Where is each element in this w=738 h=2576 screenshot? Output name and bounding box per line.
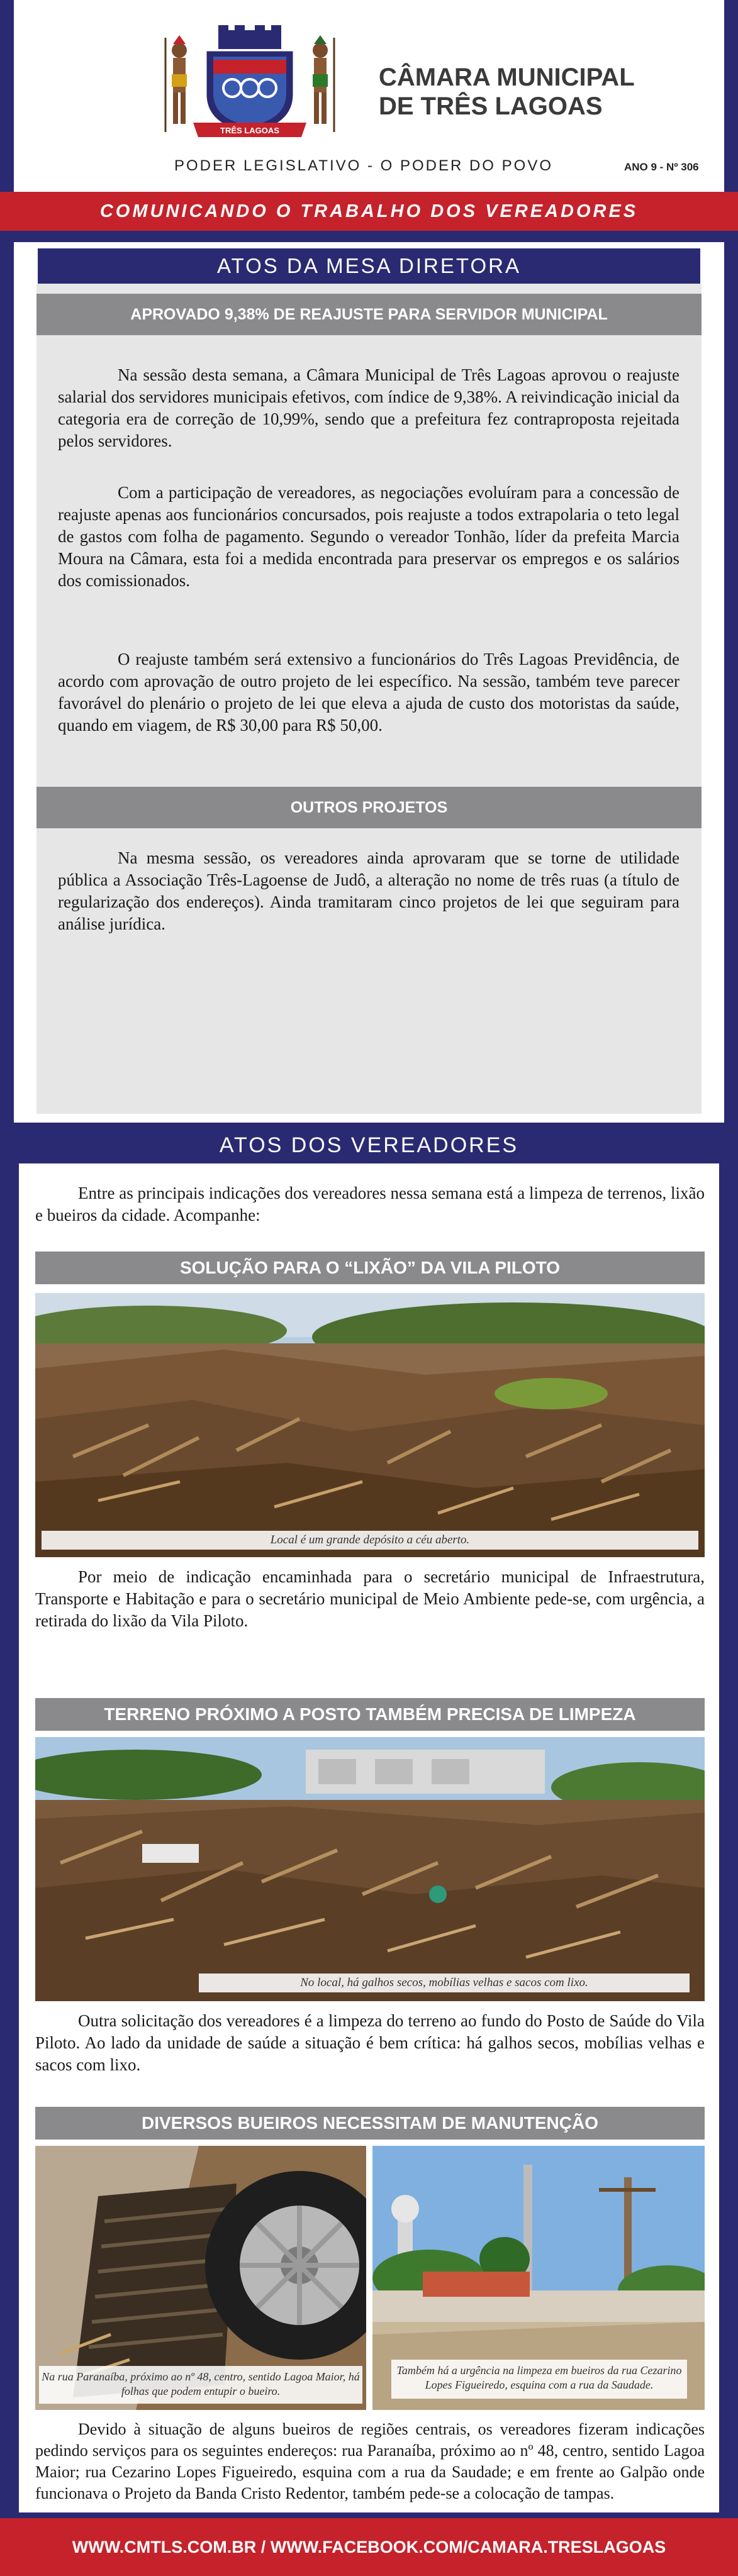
- mesa-articles-panel: [36, 284, 702, 1114]
- story-heading-lixao: SOLUÇÃO PARA O “LIXÃO” DA VILA PILOTO: [35, 1252, 705, 1284]
- mesa-diretora-section: [0, 231, 738, 1127]
- vereadores-section: [0, 1127, 738, 2518]
- article-reajuste-paragraph-1: Na sessão desta semana, a Câmara Municipal de Três Lagoas aprovou o reajuste salarial dos servidores municipais efetivos, com índice de 9,38%. A reivindicação inicial da categoria era de correção de 10,99%, sendo que a prefeitura fez contraproposta rejeitada pelos servidores.: [58, 365, 679, 450]
- vereadores-content: [19, 1163, 719, 2512]
- article-reajuste-paragraph-3: O reajuste também será extensivo a funcionários do Três Lagoas Previdência, de acordo com aprovação de outro projeto de lei específico. Na sessão, também teve parecer favorável do plenário o projeto de lei que eleva a ajuda de custo dos motoristas da saúde, quando em viagem, de R$ 30,00 para R$ 50,00.: [58, 650, 679, 735]
- organization-name: [379, 63, 635, 121]
- mesa-diretora-content: [14, 242, 724, 1123]
- photo-terreno-posto: [35, 1737, 705, 2001]
- crown: [218, 25, 281, 49]
- vereadores-section-title: ATOS DOS VEREADORES: [219, 1133, 519, 1157]
- footer-links[interactable]: WWW.CMTLS.COM.BR / WWW.FACEBOOK.COM/CAMARA.TRESLAGOAS: [72, 2538, 666, 2557]
- tagline: PODER LEGISLATIVO - O PODER DO POVO: [174, 157, 553, 174]
- photo-caption-terreno: No local, há galhos secos, mobílias velhas e sacos com lixo.: [199, 1974, 690, 1992]
- article-outros-projetos-paragraph: Na mesma sessão, os vereadores ainda aprovaram que se torne de utilidade pública a Associação Três-Lagoense de Judô, a alteração no nome de três ruas (a título de regularização dos endereços). Ainda tramitaram cinco projetos de lei que seguiram para análise jurídica.: [58, 848, 679, 933]
- mesa-section-title: ATOS DA MESA DIRETORA: [38, 248, 700, 284]
- photo-caption-lixao: Local é um grande depósito a céu aberto.: [42, 1531, 698, 1550]
- right-warrior-figure: [313, 35, 334, 132]
- photo-caption-cezarino: Também há a urgência na limpeza em bueiros da rua Cezarino Lopes Figueiredo, esquina com a rua da Saudade.: [391, 2360, 687, 2399]
- article-reajuste-paragraph-2: Com a participação de vereadores, as negociações evoluíram para a concessão de reajuste apenas aos funcionários concursados, pois reajuste a todos extrapolaria o teto legal de gastos com folha de pagamento. Segundo o vereador Tonhão, líder da prefeita Marcia Moura na Câmara, esta foi a medida encontrada para preservar os empregos e os salários dos comissionados.: [58, 483, 679, 590]
- story-text-lixao: Por meio de indicação encaminhada para o secretário municipal de Infraestrutura, Transporte e Habitação e para o secretário municipal de Meio Ambiente pede-se, com urgência, a retirada do lixão da Vila Piloto.: [35, 1567, 705, 1630]
- photo-caption-paranaiba: Na rua Paranaíba, próximo ao nº 48, centro, sentido Lagoa Maior, há folhas que podem entupir o bueiro.: [39, 2366, 362, 2404]
- story-heading-bueiros: DIVERSOS BUEIROS NECESSITAM DE MANUTENÇÃO: [35, 2107, 705, 2140]
- top-banner: [0, 192, 738, 231]
- story-text-terreno: Outra solicitação dos vereadores é a limpeza do terreno ao fundo do Posto de Saúde do Vila Piloto. Ao lado da unidade de saúde a situação é bem crítica: há galhos secos, mobílias velhas e sacos com lixo.: [35, 2011, 705, 2074]
- vereadores-intro: Entre as principais indicações dos vereadores nessa semana está a limpeza de terrenos, lixão e bueiros da cidade. Acompanhe:: [35, 1184, 705, 1224]
- left-warrior-figure: [165, 35, 187, 132]
- org-name-line1: CÂMARA MUNICIPAL: [379, 64, 635, 91]
- story-heading-terreno: TERRENO PRÓXIMO A POSTO TAMBÉM PRECISA DE LIMPEZA: [35, 1698, 705, 1731]
- edition-number: ANO 9 - Nº 306: [624, 161, 699, 173]
- coat-of-arms-logo: [155, 25, 344, 145]
- article-heading-outros-projetos: OUTROS PROJETOS: [36, 787, 702, 828]
- article-heading-reajuste: APROVADO 9,38% DE REAJUSTE PARA SERVIDOR MUNICIPAL: [36, 294, 702, 335]
- footer-bar: [0, 2518, 738, 2576]
- photo-bueiro-cezarino: [372, 2146, 705, 2410]
- photo-bueiro-paranaiba: [35, 2146, 366, 2410]
- photo-lixao-vila-piloto: [35, 1293, 705, 1557]
- logo-banner-text: TRÊS LAGOAS: [220, 126, 279, 135]
- org-name-line2: DE TRÊS LAGOAS: [379, 92, 603, 120]
- story-text-bueiros: Devido à situação de alguns bueiros de regiões centrais, os vereadores fizeram indicações pedindo serviços para os seguintes endereços: rua Paranaíba, próximo ao nº 48, centro, sentido Lagoa Maior; rua Cezarino Lopes Figueiredo, esquina com a rua da Saudade; e em frente ao Galpão onde funcionava o Projeto da Banda Cristo Redentor, também pede-se a colocação de tampas.: [35, 2420, 705, 2502]
- top-banner-text: COMUNICANDO O TRABALHO DOS VEREADORES: [99, 201, 639, 221]
